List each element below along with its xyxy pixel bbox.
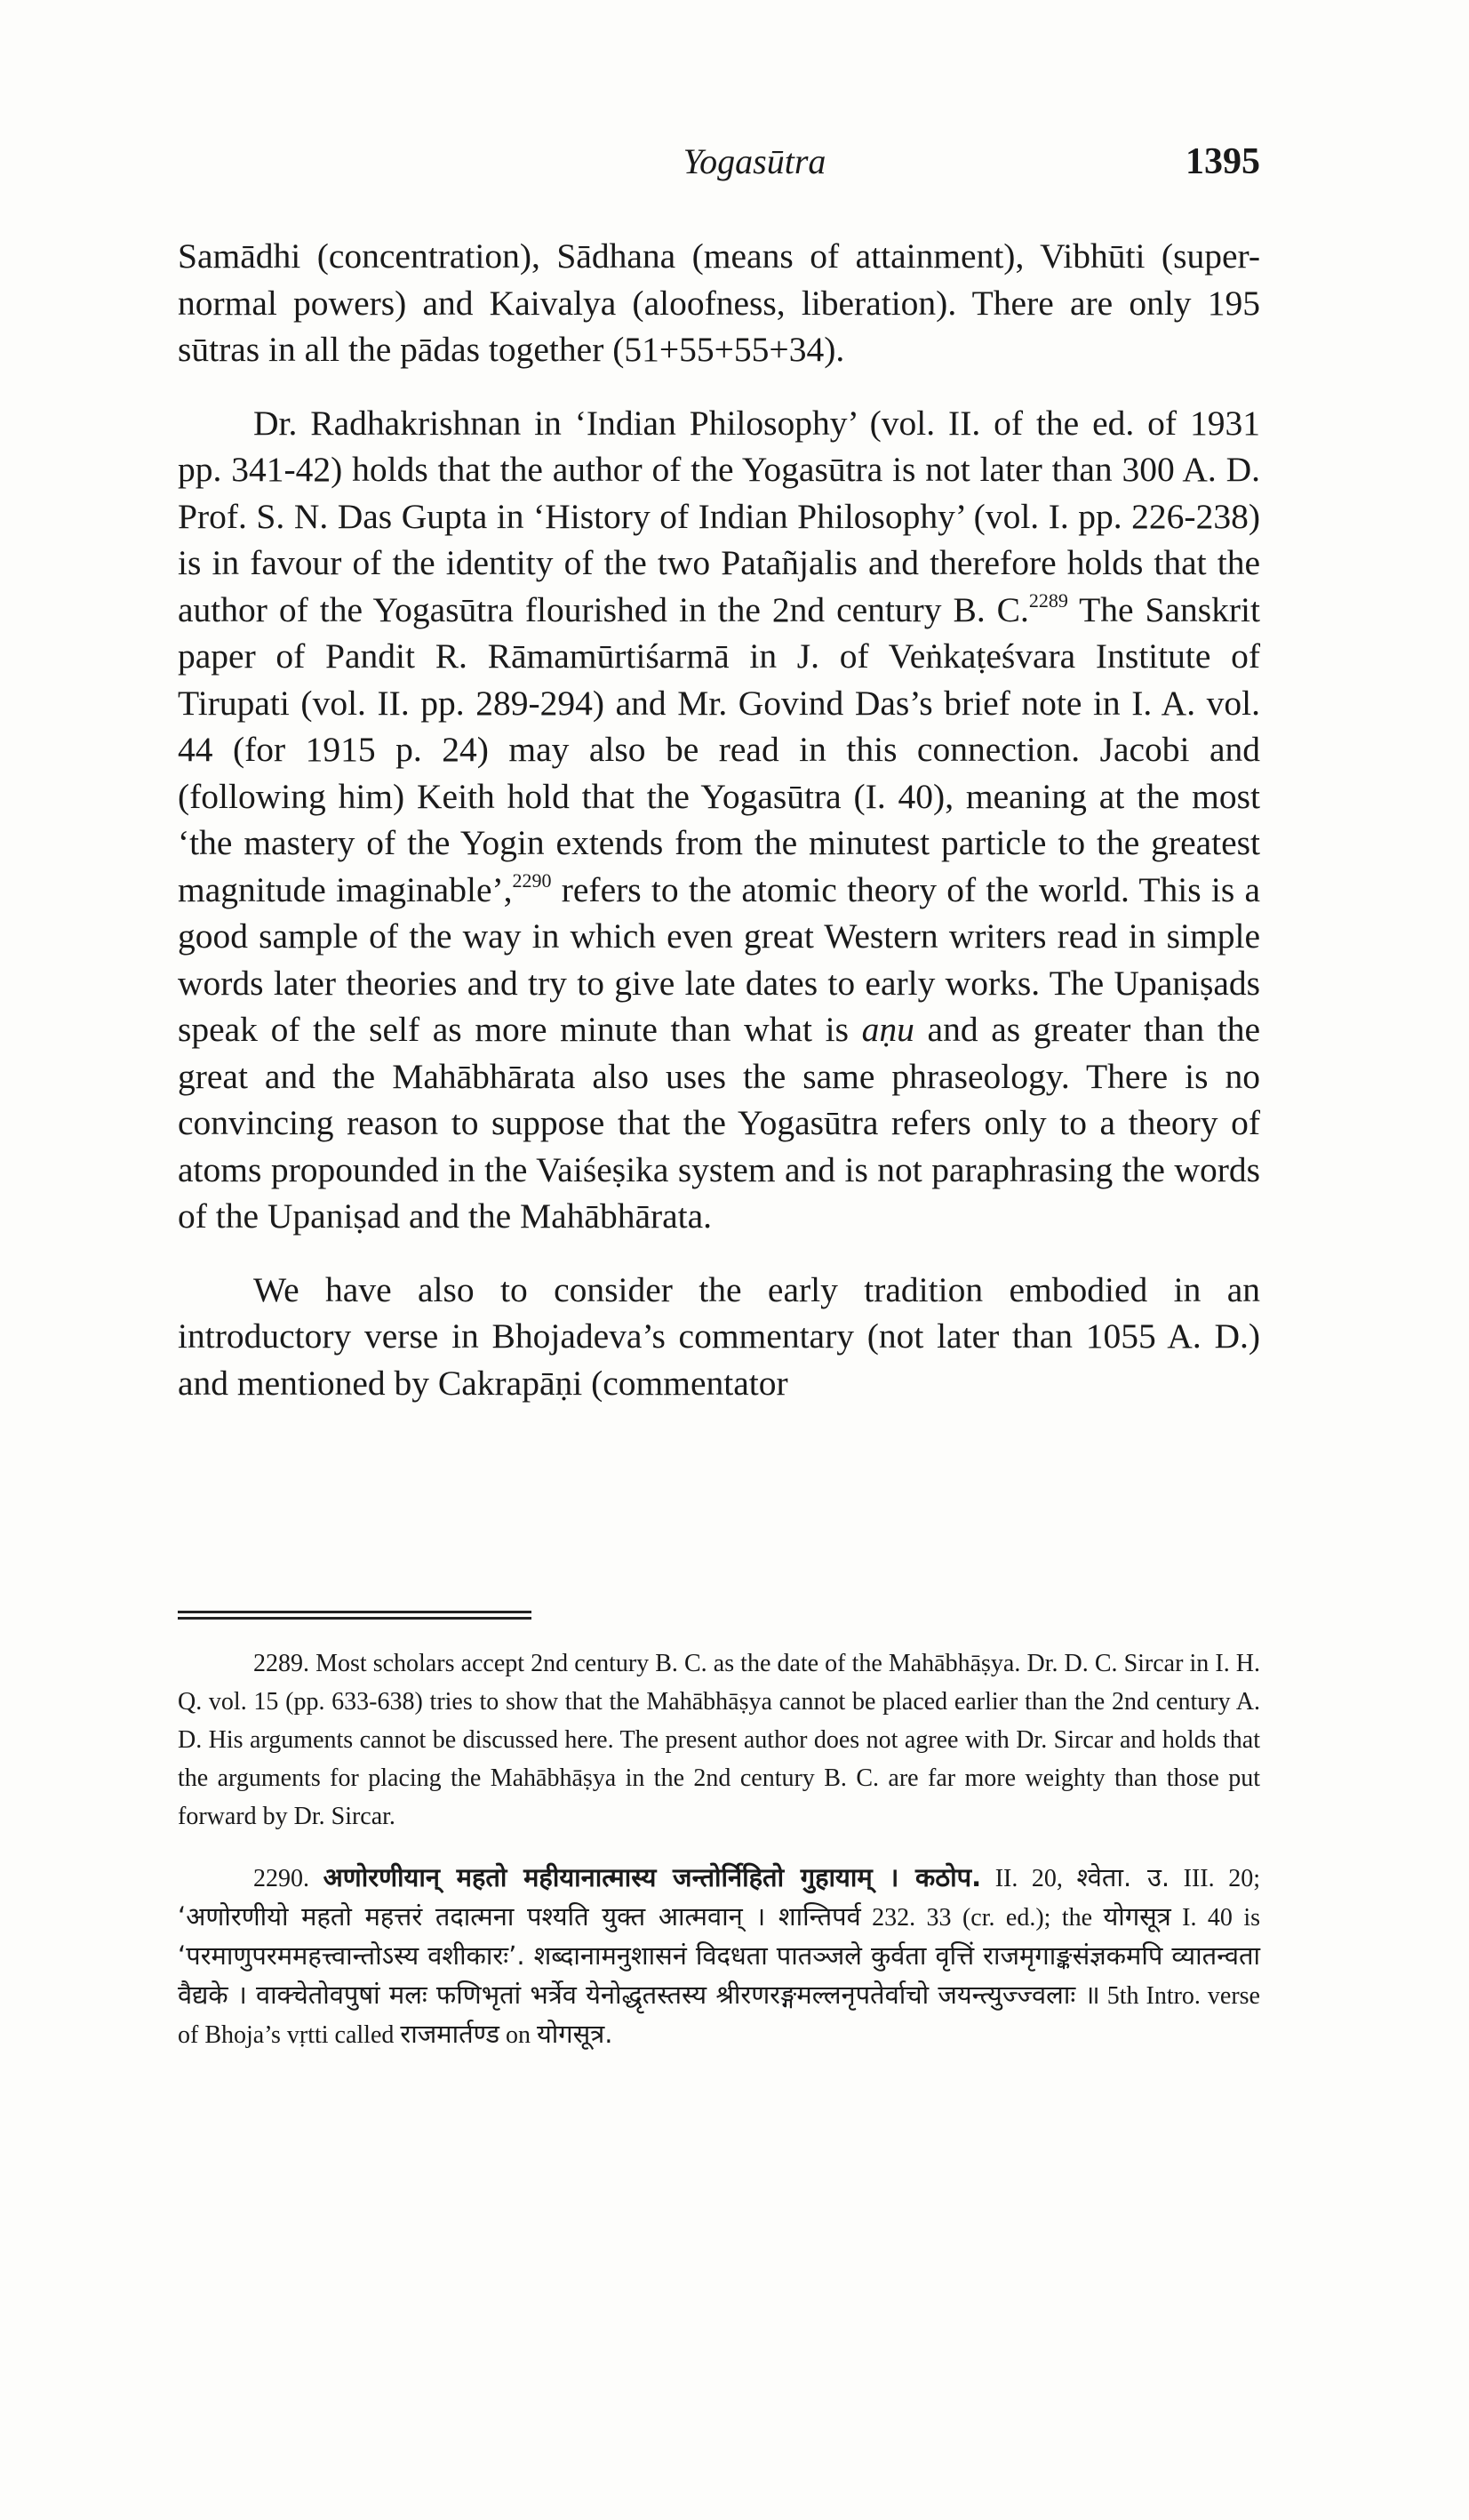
footnote-2290-text-1: II. 20, xyxy=(981,1865,1077,1892)
footnote-2290-text-6: on xyxy=(499,2021,537,2049)
footnote-2290-text-3: 232. 33 (cr. ed.); the xyxy=(860,1904,1104,1932)
paragraph-2-part-b: The Sanskrit paper of Pandit R. Rāmamūrtiśarmā in J. of Veṅkaṭeśvara Institute of Tirupati (vol. II. pp. 289-294) and Mr. Govind Das’s brief note in I. A. vol. 44 (for 1915 p. 24) may also be read in this connection. Jacobi and (following him) Keith hold that the Yogasūtra (I. 40), meaning at the most ‘the mastery of the Yogin extends from the minutest particle to the greatest magnitude imaginable’, xyxy=(178,589,1261,909)
footnotes xyxy=(178,1644,1260,2054)
footnote-2290 xyxy=(178,1859,1260,2054)
running-title: Yogasūtra xyxy=(683,141,826,181)
footnote-2290-text-2: III. 20; xyxy=(1170,1865,1260,1892)
paragraph-3: We have also to consider the early tradition embodied in an introductory verse in Bhojadeva’s commentary (not later than 1055 A. D.) and mentioned by Cakrapāṇi (commentator xyxy=(178,1269,1260,1403)
sanskrit-yogasutra-end: योगसूत्र. xyxy=(536,2019,613,2049)
sanskrit-svetasvatara: श्वेता. उ. xyxy=(1076,1862,1170,1892)
sanskrit-quote-shantiparva: ‘अणोरणीयो महतो महत्तरं तदात्मना पश्यति युक्त आत्मवान् । शान्तिपर्व xyxy=(178,1901,861,1932)
main-text xyxy=(178,233,1260,1406)
page-number: 1395 xyxy=(1186,141,1260,182)
sanskrit-quote-katha: अणोरणीयान् महतो महीयानात्मास्य जन्तोर्निहितो गुहायाम् । कठोप. xyxy=(323,1862,982,1892)
paragraph-2-part-a: Dr. Radhakrishnan in ‘Indian Philosophy’ (vol. II. of the ed. of 1931 pp. 341-42) holds that the author of the Yogasūtra is not later than 300 A. D. Prof. S. N. Das Gupta in ‘History of Indian Philosophy’ (vol. I. pp. 226-238) is in favour of the identity of the two Patañjalis and therefore holds that the author of the Yogasūtra flourished in the 2nd century B. C. xyxy=(178,403,1260,629)
paragraph-2-part-d: and as greater than the great and the Mahābhārata also uses the same phraseology. There is no convincing reason to suppose that the Yogasūtra refers only to a theory of atoms propounded in the Vaiśeṣika system and is not paraphrasing the words of the Upaniṣad and the Mahābhārata. xyxy=(178,1010,1260,1236)
footnote-2290-number: 2290. xyxy=(253,1865,309,1892)
paragraph-2 xyxy=(178,400,1260,1240)
footnote-2290-text-4: I. 40 is xyxy=(1170,1904,1261,1932)
sanskrit-yogasutra: योगसूत्र xyxy=(1103,1901,1171,1932)
italic-term-anu: aṇu xyxy=(861,1010,914,1049)
paragraph-2-part-c: refers to the atomic theory of the world. This is a good sample of the way in which even great Western writers read in simple words later theories and try to give late dates to early works. The Upaniṣads speak of the self as more minute than what is xyxy=(178,869,1260,1049)
footnote-ref-2289: 2289 xyxy=(1028,588,1068,612)
sanskrit-rajamartanda: राजमार्तण्ड xyxy=(400,2019,499,2049)
footnote-2290-text-5: 5th Intro. verse of Bhoja’s vṛtti called xyxy=(178,1982,1260,2049)
footnote-2289: 2289. Most scholars accept 2nd century B. C. as the date of the Mahābhāṣya. Dr. D. C. Sircar in I. H. Q. vol. 15 (pp. 633-638) tries to show that the Mahābhāṣya cannot be placed earlier than the 2nd century A. D. His arguments cannot be discussed here. The present author does not agree with Dr. Sircar and holds that the arguments for placing the Mahābhāṣya in the 2nd century B. C. are far more weighty than those put forward by Dr. Sircar. xyxy=(178,1650,1260,1830)
footnote-ref-2290: 2290 xyxy=(512,868,552,892)
paragraph-1: Samādhi (concentration), Sādhana (means of attainment), Vibhūti (super-normal powers) and Kaivalya (aloofness, liberation). There are only 195 sūtras in all the pādas together (51+55+55+34). xyxy=(178,236,1260,369)
page-header xyxy=(178,140,1260,194)
sanskrit-quote-bhoja-verse: ‘परमाणुपरममहत्त्वान्तोऽस्य वशीकारः’. शब्दानामनुशासनं विदधता पातञ्जले कुर्वता वृत्तिं राजमृगाङ्कसंज्ञकमपि व्यातन्वता वैद्यके । वाक्चेतोवपुषां मलः फणिभृतां भर्त्रेव येनोद्धृतस्तस्य श्रीरणरङ्गमल्लनृपतेर्वाचो जयन्त्युज्ज्वलाः ॥ xyxy=(178,1940,1260,2010)
footnote-separator xyxy=(178,1611,531,1620)
